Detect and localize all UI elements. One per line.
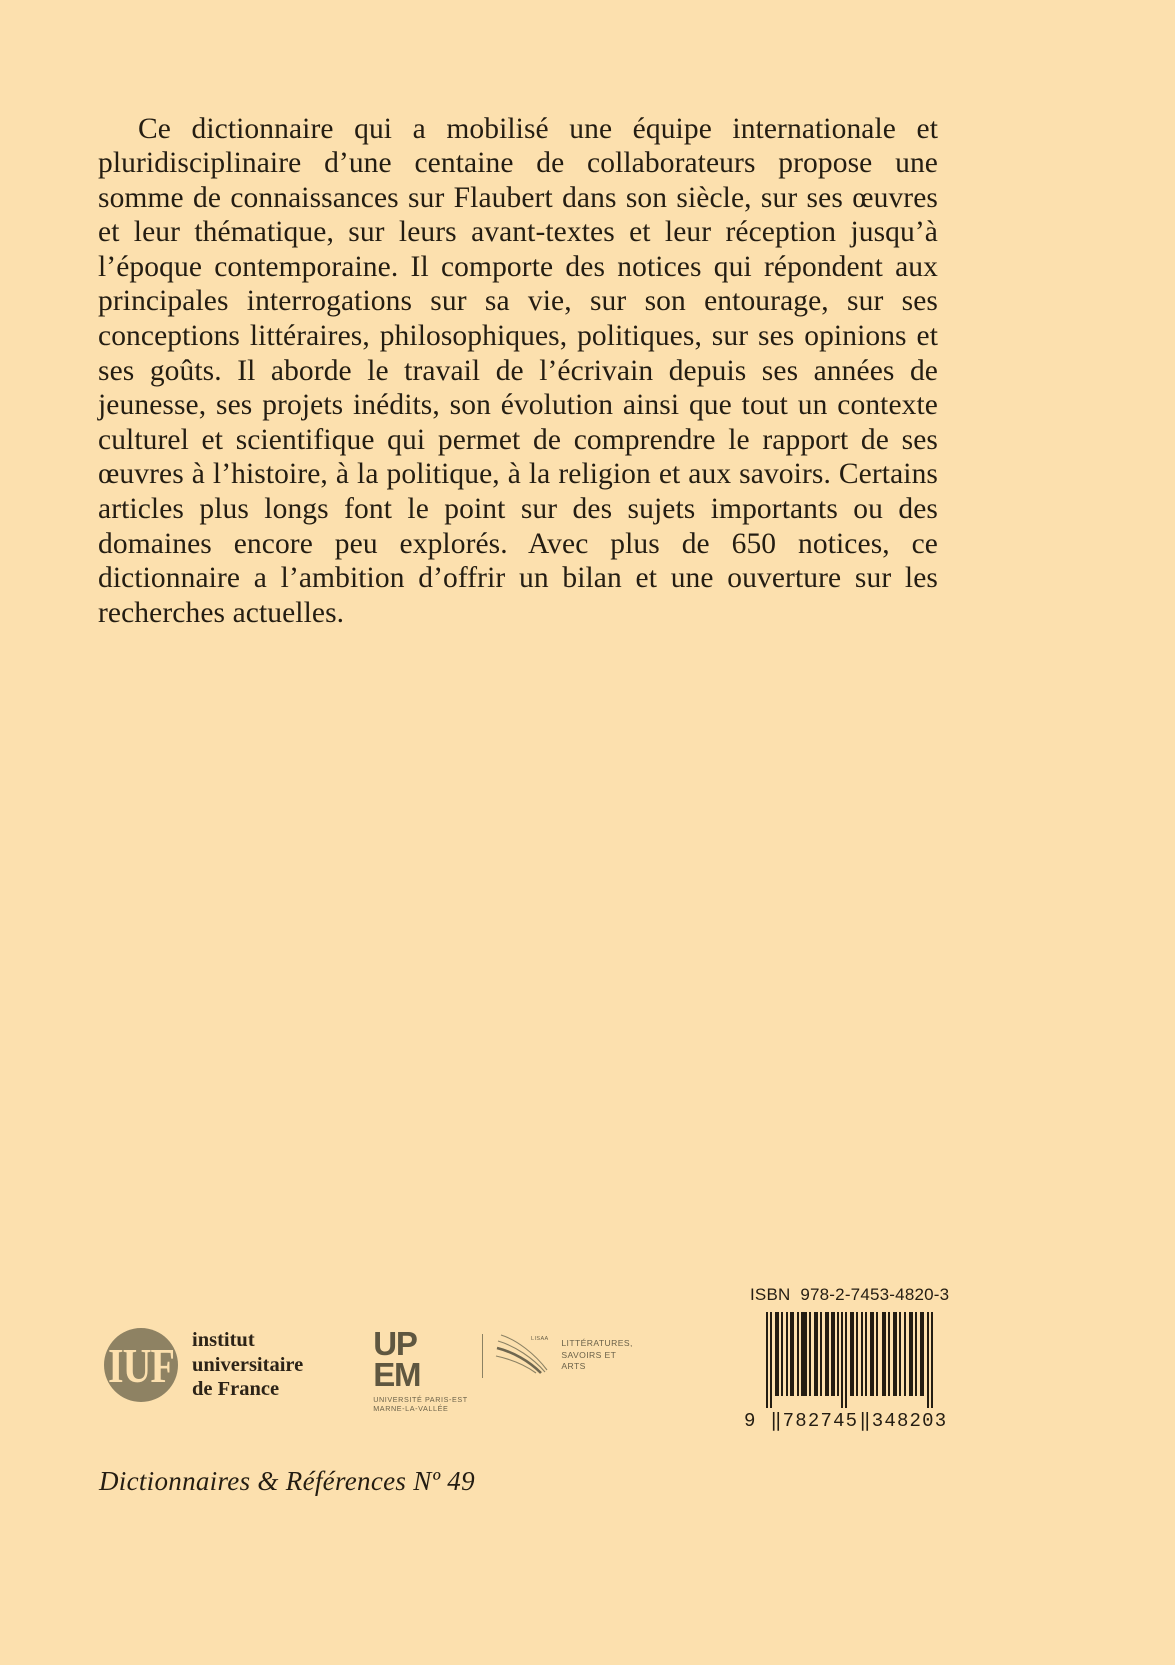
lisaa-name xyxy=(561,1338,632,1373)
iuf-name-line-3: de France xyxy=(192,1378,280,1401)
upem-logo xyxy=(373,1325,633,1413)
publisher-logos xyxy=(104,1325,633,1413)
ean13-barcode xyxy=(744,1312,942,1408)
back-cover-blurb: Ce dictionnaire qui a mobilisé une équipe internationale et pluridisciplinaire d’une centaine de collaborateurs propose une somme de connaissances sur Flaubert dans son siècle, sur ses œuvres et leur thématique, sur leurs avant-textes et leur réception jusqu’à l’époque contemporaine. Il comporte des notices qui répondent aux principales interrogations sur sa vie, sur son entourage, sur ses conceptions littéraires, philosophiques, politiques, sur ses opinions et ses goûts. Il aborde le travail de l’écrivain depuis ses années de jeunesse, ses projets inédits, son évolution ainsi que tout un contexte culturel et scientifique qui permet de comprendre le rapport de ses œuvres à l’histoire, à la politique, à la religion et aux savoirs. Certains articles plus longs font le point sur des sujets importants ou des domaines encore peu explorés. Avec plus de 650 notices, ce dictionnaire a l’ambition d’offrir un bilan et une ouverture sur les recherches actuelles. xyxy=(98,112,938,629)
ean-group-2: 348203 xyxy=(871,1410,948,1432)
upem-subtitle-line-2: MARNE-LA-VALLÉE xyxy=(373,1404,449,1413)
upem-subtitle xyxy=(373,1395,468,1413)
lisaa-name-line-3: ARTS xyxy=(561,1361,586,1371)
isbn-number: 978-2-7453-4820-3 xyxy=(800,1285,950,1304)
series-label: Dictionnaires & Références Nº 49 xyxy=(99,1466,475,1496)
logo-divider xyxy=(482,1334,484,1378)
isbn-prefix: ISBN xyxy=(750,1285,791,1304)
lisaa-name-line-1: LITTÉRATURES, xyxy=(561,1338,633,1348)
ean-guard-center: ‖ xyxy=(859,1410,871,1432)
iuf-monogram-label: IUF xyxy=(108,1337,174,1393)
ean-guard-left: ‖ xyxy=(770,1410,782,1432)
isbn-text xyxy=(750,1285,950,1305)
upem-wordmark xyxy=(373,1325,468,1413)
upem-letters-line-2: EM xyxy=(373,1356,421,1393)
svg-text:LISAA: LISAA xyxy=(531,1336,549,1342)
upem-letters-line-1: UP xyxy=(373,1325,417,1362)
iuf-name xyxy=(192,1328,303,1402)
ean-group-1: 782745 xyxy=(782,1410,859,1432)
lisaa-name-line-2: SAVOIRS ET xyxy=(561,1349,617,1360)
upem-subtitle-line-1: UNIVERSITÉ PARIS-EST xyxy=(373,1395,468,1404)
iuf-name-line-2: universitaire xyxy=(192,1353,304,1376)
ean-digits xyxy=(744,1409,948,1432)
lisaa-swoosh-icon xyxy=(495,1332,553,1374)
iuf-name-line-1: institut xyxy=(192,1329,255,1352)
isbn-barcode-block xyxy=(744,1285,950,1432)
iuf-logo xyxy=(104,1328,303,1402)
ean-lead-digit: 9 xyxy=(744,1410,757,1432)
iuf-circle-icon xyxy=(104,1328,178,1402)
lisaa-logo xyxy=(495,1332,632,1374)
